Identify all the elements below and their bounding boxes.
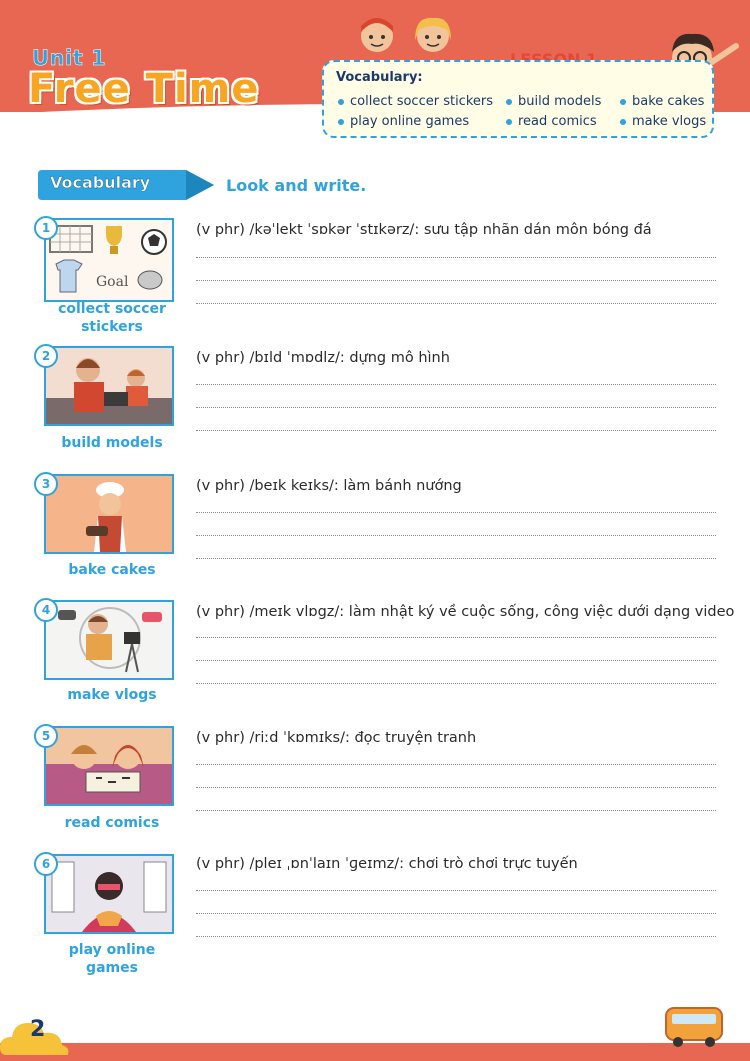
item-caption: bake cakes <box>68 562 156 578</box>
writing-line[interactable] <box>196 660 716 661</box>
item-number: 5 <box>34 724 58 748</box>
writing-line[interactable] <box>196 913 716 914</box>
item-definition: (v phr) /bɪld ˈmɒdlz/: dựng mô hình <box>196 350 450 366</box>
item-number: 1 <box>34 216 58 240</box>
item-number: 4 <box>34 598 58 622</box>
svg-text:Goal: Goal <box>96 274 129 290</box>
writing-line[interactable] <box>196 384 716 385</box>
writing-line[interactable] <box>196 787 716 788</box>
build-models-image <box>44 346 174 426</box>
writing-line[interactable] <box>196 810 716 811</box>
item-caption: make vlogs <box>67 687 157 703</box>
writing-line[interactable] <box>196 683 716 684</box>
writing-line[interactable] <box>196 512 716 513</box>
vocab-item: build models <box>506 94 601 109</box>
item-caption: build models <box>61 435 163 451</box>
unit-title: Free Time <box>28 66 260 112</box>
item-number: 3 <box>34 472 58 496</box>
writing-line[interactable] <box>196 764 716 765</box>
page-number: 2 <box>30 1017 46 1042</box>
item-caption: collect soccer stickers <box>58 301 166 335</box>
soccer-stickers-image <box>44 218 174 302</box>
item-caption: play online games <box>68 942 156 976</box>
item-caption: read comics <box>64 815 160 831</box>
writing-line[interactable] <box>196 637 716 638</box>
kids-illustration <box>355 14 465 58</box>
item-definition: (v phr) /pleɪ ˌɒnˈlaɪn ˈɡeɪmz/: chơi trò chơi trực tuyến <box>196 856 578 872</box>
writing-line[interactable] <box>196 936 716 937</box>
item-definition: (v phr) /riːd ˈkɒmɪks/: đọc truyện tranh <box>196 730 477 746</box>
make-vlogs-image <box>44 600 174 680</box>
vocab-item: make vlogs <box>620 114 706 129</box>
bake-cakes-image <box>44 474 174 554</box>
read-comics-image <box>44 726 174 806</box>
writing-line[interactable] <box>196 257 716 258</box>
play-online-games-image <box>44 854 174 934</box>
instruction-text: Look and write. <box>226 176 367 195</box>
unit-label: Unit 1 <box>32 46 107 70</box>
writing-line[interactable] <box>196 407 716 408</box>
bus-illustration <box>660 1000 730 1048</box>
vocabulary-box-title: Vocabulary: <box>336 70 423 85</box>
item-definition: (v phr) /meɪk vlɒgz/: làm nhật ký về cuộc sống, công việc dưới dạng video <box>196 604 735 620</box>
item-definition: (v phr) /beɪk keɪks/: làm bánh nướng <box>196 478 462 494</box>
item-number: 6 <box>34 852 58 876</box>
writing-line[interactable] <box>196 535 716 536</box>
vocabulary-box <box>322 60 714 138</box>
writing-line[interactable] <box>196 430 716 431</box>
vocab-item: read comics <box>506 114 597 129</box>
vocab-item: bake cakes <box>620 94 704 109</box>
vocab-item: play online games <box>338 114 469 129</box>
writing-line[interactable] <box>196 558 716 559</box>
item-number: 2 <box>34 344 58 368</box>
writing-line[interactable] <box>196 890 716 891</box>
section-tab-label: Vocabulary <box>50 173 151 192</box>
footer-band <box>0 1043 750 1061</box>
vocab-item: collect soccer stickers <box>338 94 493 109</box>
item-definition: (v phr) /kəˈlekt ˈsɒkər ˈstɪkərz/: sưu tập nhãn dán môn bóng đá <box>196 222 652 238</box>
writing-line[interactable] <box>196 303 716 304</box>
writing-line[interactable] <box>196 280 716 281</box>
